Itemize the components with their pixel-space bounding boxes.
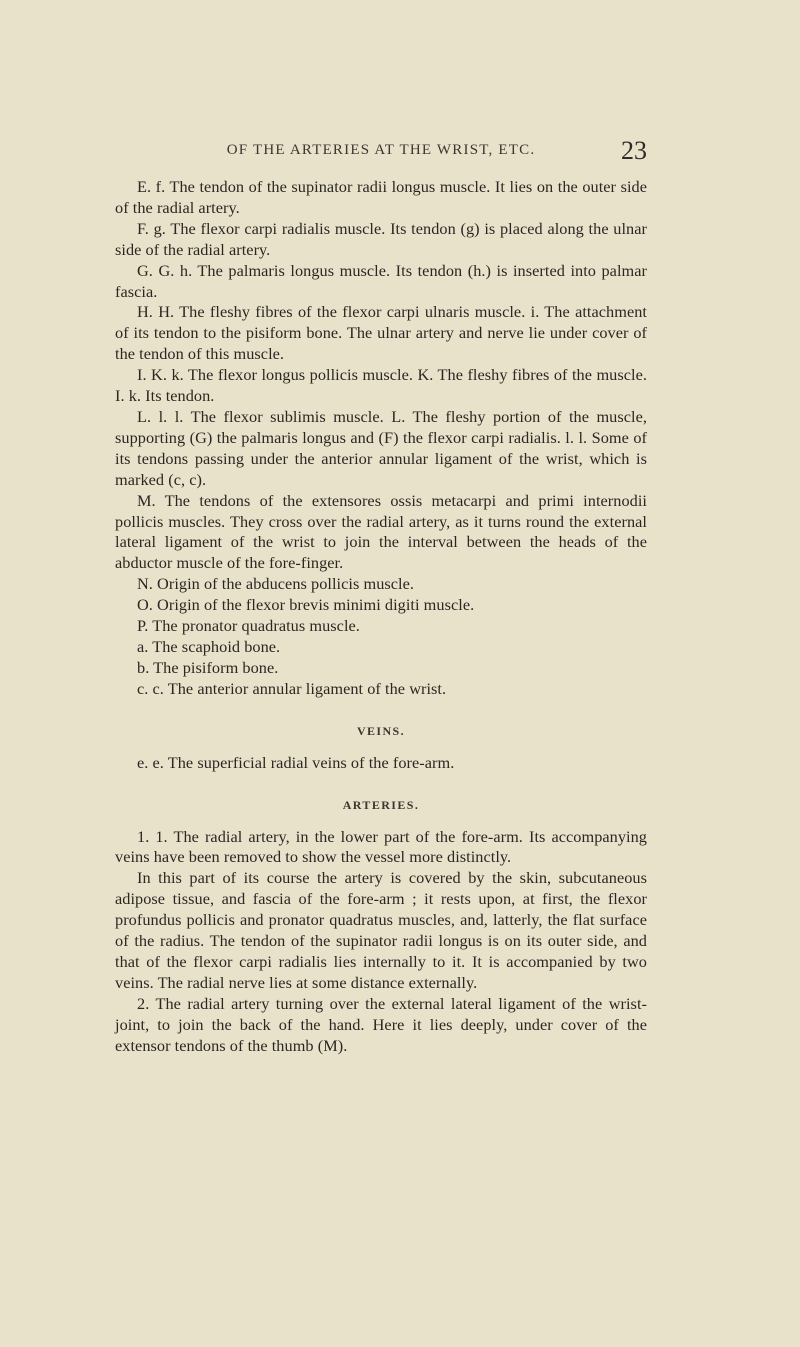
arteries-heading: ARTERIES. [342, 797, 420, 812]
veins-heading: VEINS. [356, 723, 406, 738]
artery-entry-1: 1. 1. The radial artery, in the lower part of the fore-arm. Its accompanying veins have been removed to show the vessel more distinctly. [115, 826, 647, 867]
running-head [115, 136, 647, 172]
running-title: OF THE ARTERIES AT THE WRIST, ETC. [226, 142, 536, 158]
muscle-entry-h: H. H. The fleshy fibres of the flexor carpi ulnaris muscle. i. The attachment of its tendon to the pisiform bone. The ulnar artery and nerve lie under cover of the tendon of this muscle. [115, 302, 647, 364]
bone-entry-a: a. The scaphoid bone. [137, 636, 281, 656]
ligament-entry-c: c. c. The anterior annular ligament of the wrist. [137, 678, 447, 698]
muscle-entry-o: O. Origin of the flexor brevis minimi digiti muscle. [137, 595, 475, 615]
muscle-entry-p: P. The pronator quadratus muscle. [137, 616, 360, 636]
artery-entry-course: In this part of its course the artery is covered by the skin, subcutaneous adipose tissue, and fascia of the fore-arm ; it rests upon, at first, the flexor profundus pollicis and pronator quadratus muscles, and, latterly, the flat surface of the radius. The tendon of the supinator radii longus is on its outer side, and that of the flexor carpi radialis lies internally to it. It is accompanied by two veins. The radial nerve lies at some distance externally. [115, 868, 647, 992]
muscle-entry-l: L. l. l. The flexor sublimis muscle. L. The fleshy portion of the muscle, supporting (G) the palmaris longus and (F) the flexor carpi radialis. l. l. Some of its tendons passing under the anterior annular ligament of the wrist, which is marked (c, c). [115, 406, 647, 489]
bone-entry-b: b. The pisiform bone. [137, 657, 279, 677]
muscle-entry-f: F. g. The flexor carpi radialis muscle. Its tendon (g) is placed along the ulnar side of the radial artery. [115, 218, 647, 259]
muscle-entry-n: N. Origin of the abducens pollicis muscle. [137, 574, 415, 594]
muscle-entry-e: E. f. The tendon of the supinator radii longus muscle. It lies on the outer side of the radial artery. [115, 177, 647, 217]
muscle-entry-i: I. K. k. The flexor longus pollicis muscle. K. The fleshy fibres of the muscle. I. k. Its tendon. [115, 365, 647, 406]
artery-entry-2: 2. The radial artery turning over the external lateral ligament of the wrist-joint, to join the back of the hand. Here it lies deeply, under cover of the extensor tendons of the thumb (M). [115, 993, 647, 1055]
muscle-entry-m: M. The tendons of the extensores ossis metacarpi and primi internodii pollicis muscles. They cross over the radial artery, as it turns round the external lateral ligament of the wrist to join the interval between the heads of the abductor muscle of the fore-finger. [115, 490, 647, 573]
page-number: 23 [621, 136, 647, 165]
vein-entry-e: e. e. The superficial radial veins of the fore-arm. [137, 752, 455, 772]
muscle-entry-g: G. G. h. The palmaris longus muscle. Its tendon (h.) is inserted into palmar fascia. [115, 260, 647, 301]
body-text [115, 177, 647, 1057]
